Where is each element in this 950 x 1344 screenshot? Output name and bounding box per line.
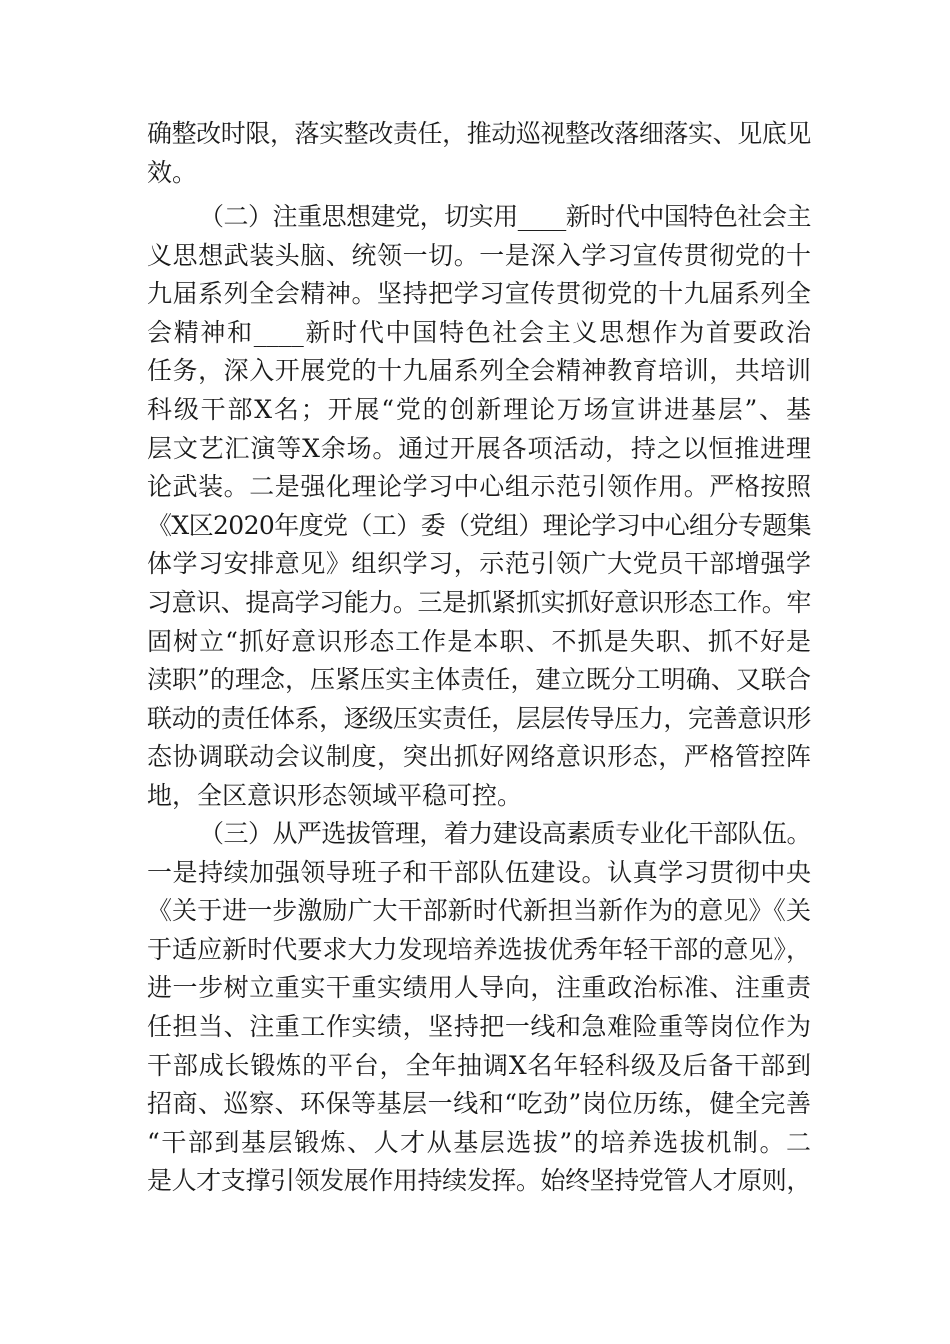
- text-line: 招商、巡察、环保等基层一线和“吃劲”岗位历练，健全完善: [147, 1089, 811, 1119]
- text-line: 体学习安排意见》组织学习，示范引领广大党员干部增强学: [147, 549, 811, 579]
- paragraph-1: [147, 198, 811, 816]
- text-line: 《X区2020年度党（工）委（党组）理论学习中心组分专题集: [147, 510, 811, 540]
- text-line: 效。: [147, 157, 198, 187]
- paragraph-0: [147, 115, 811, 192]
- text-line: 态协调联动会议制度，突出抓好网络意识形态，严格管控阵: [147, 742, 811, 772]
- text-line: 于适应新时代要求大力发现培养选拔优秀年轻干部的意见》，: [147, 934, 811, 964]
- text-line: 《关于进一步激励广大干部新时代新担当新作为的意见》《关: [147, 896, 811, 926]
- text-line: 一是持续加强领导班子和干部队伍建设。认真学习贯彻中央: [147, 857, 811, 887]
- text-line: 确整改时限，落实整改责任，推动巡视整改落细落实、见底见: [147, 119, 811, 148]
- text-line: 论武装。二是强化理论学习中心组示范引领作用。严格按照: [147, 472, 811, 502]
- text-line: （二）注重思想建党，切实用____新时代中国特色社会主: [199, 202, 811, 231]
- text-line: 进一步树立重实干重实绩用人导向，注重政治标准、注重责: [147, 973, 811, 1003]
- text-line: 九届系列全会精神。坚持把学习宣传贯彻党的十九届系列全: [147, 279, 811, 309]
- text-line: 义思想武装头脑、统领一切。一是深入学习宣传贯彻党的十: [147, 240, 811, 270]
- text-line: 习意识、提高学习能力。三是抓紧抓实抓好意识形态工作。牢: [147, 587, 811, 617]
- text-line: 联动的责任体系，逐级压实责任，层层传导压力，完善意识形: [147, 703, 811, 733]
- text-line: 地，全区意识形态领域平稳可控。: [147, 780, 523, 810]
- text-line: 科级干部X名；开展“党的创新理论万场宣讲进基层”、基: [147, 394, 811, 424]
- text-line: “干部到基层锻炼、人才从基层选拔”的培养选拔机制。二: [147, 1127, 811, 1157]
- text-line: 会精神和____新时代中国特色社会主义思想作为首要政治: [147, 317, 811, 347]
- text-line: 固树立“抓好意识形态工作是本职、不抓是失职、抓不好是: [147, 626, 811, 656]
- text-line: 是人才支撑引领发展作用持续发挥。始终坚持党管人才原则，: [147, 1166, 811, 1196]
- text-line: 层文艺汇演等X余场。通过开展各项活动，持之以恒推进理: [147, 433, 811, 463]
- text-line: （三）从严选拔管理，着力建设高素质专业化干部队伍。: [199, 819, 811, 848]
- text-line: 干部成长锻炼的平台，全年抽调X名年轻科级及后备干部到: [147, 1050, 811, 1080]
- text-line: 任担当、注重工作实绩，坚持把一线和急难险重等岗位作为: [147, 1011, 811, 1041]
- paragraph-2: [147, 815, 811, 1201]
- text-line: 渎职”的理念，压紧压实主体责任，建立既分工明确、又联合: [147, 665, 811, 695]
- text-line: 任务，深入开展党的十九届系列全会精神教育培训，共培训: [147, 356, 811, 386]
